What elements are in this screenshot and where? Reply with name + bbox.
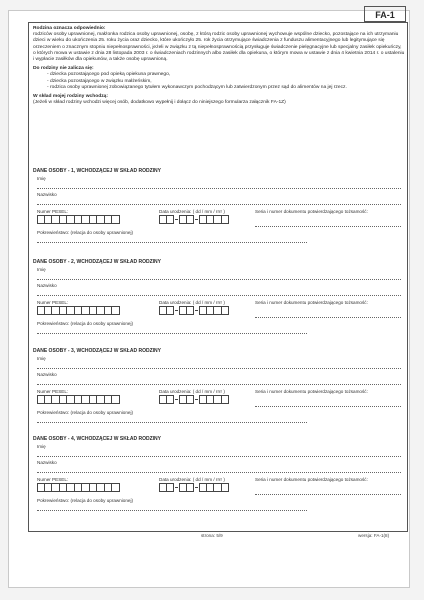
pesel-digit-box[interactable]: [97, 306, 105, 315]
birth-date-field[interactable]: [159, 395, 229, 404]
last-name-field[interactable]: [37, 204, 401, 205]
date-separator: [175, 218, 178, 220]
pesel-digit-box[interactable]: [75, 306, 83, 315]
last-name-field[interactable]: [37, 295, 401, 296]
date-digit-box[interactable]: [167, 215, 175, 224]
date-digit-box[interactable]: [187, 395, 195, 404]
relationship-field[interactable]: [37, 510, 307, 511]
pesel-digit-box[interactable]: [112, 483, 120, 492]
last-name-field[interactable]: [37, 472, 401, 473]
date-digit-box[interactable]: [214, 215, 222, 224]
exclusion-item: - dziecka pozostającego pod opieką opiekuna prawnego,: [47, 72, 405, 78]
pesel-digit-box[interactable]: [52, 483, 60, 492]
last-name-label: Nazwisko: [37, 192, 57, 197]
form-code-box: FA-1: [364, 6, 406, 22]
date-digit-box[interactable]: [159, 395, 167, 404]
pesel-digit-box[interactable]: [75, 483, 83, 492]
pesel-digit-box[interactable]: [75, 215, 83, 224]
first-name-field[interactable]: [37, 368, 401, 369]
date-digit-box[interactable]: [187, 215, 195, 224]
pesel-digit-box[interactable]: [67, 483, 75, 492]
date-separator: [175, 486, 178, 488]
date-separator: [195, 398, 198, 400]
date-separator: [195, 218, 198, 220]
person-title: DANE OSOBY - 3, WCHODZĄCEJ W SKŁAD RODZINY: [33, 348, 161, 354]
relationship-field[interactable]: [37, 333, 307, 334]
family-note: (Jeżeli w skład rodziny wchodzi więcej osób, dodatkowo wypełnij i dołącz do niniejszego formularza załącznik FA-1Z): [33, 100, 286, 106]
exclusions-list: [33, 72, 405, 91]
date-digit-box[interactable]: [187, 483, 195, 492]
birth-date-label: Data urodzenia: ( dd / mm / rrrr ): [159, 389, 225, 394]
person-title: DANE OSOBY - 4, WCHODZĄCEJ W SKŁAD RODZINY: [33, 436, 161, 442]
pesel-digit-box[interactable]: [105, 395, 113, 404]
date-digit-box[interactable]: [222, 215, 230, 224]
pesel-field[interactable]: [37, 483, 120, 492]
date-digit-box[interactable]: [167, 306, 175, 315]
date-digit-box[interactable]: [179, 215, 187, 224]
birth-date-field[interactable]: [159, 483, 229, 492]
pesel-digit-box[interactable]: [67, 215, 75, 224]
last-name-label: Nazwisko: [37, 283, 57, 288]
pesel-digit-box[interactable]: [105, 483, 113, 492]
pesel-label: Numer PESEL:: [37, 477, 69, 482]
pesel-digit-box[interactable]: [52, 215, 60, 224]
date-separator: [195, 486, 198, 488]
last-name-field[interactable]: [37, 384, 401, 385]
pesel-field[interactable]: [37, 306, 120, 315]
pesel-digit-box[interactable]: [97, 395, 105, 404]
id-document-label: Seria i numer dokumentu potwierdzającego tożsamość:: [255, 389, 368, 394]
pesel-digit-box[interactable]: [82, 215, 90, 224]
date-digit-box[interactable]: [222, 306, 230, 315]
pesel-digit-box[interactable]: [112, 215, 120, 224]
pesel-digit-box[interactable]: [45, 215, 53, 224]
pesel-digit-box[interactable]: [37, 483, 45, 492]
relationship-label: Pokrewieństwo: (relacja do osoby uprawnionej): [37, 410, 134, 415]
pesel-field[interactable]: [37, 215, 120, 224]
person-title: DANE OSOBY - 1, WCHODZĄCEJ W SKŁAD RODZINY: [33, 168, 161, 174]
intro-section: [33, 26, 405, 106]
date-digit-box[interactable]: [199, 483, 207, 492]
date-digit-box[interactable]: [167, 483, 175, 492]
relationship-field[interactable]: [37, 242, 307, 243]
pesel-digit-box[interactable]: [45, 395, 53, 404]
date-digit-box[interactable]: [167, 395, 175, 404]
id-document-label: Seria i numer dokumentu potwierdzającego tożsamość:: [255, 209, 368, 214]
pesel-digit-box[interactable]: [67, 306, 75, 315]
pesel-digit-box[interactable]: [82, 306, 90, 315]
date-digit-box[interactable]: [222, 395, 230, 404]
birth-date-label: Data urodzenia: ( dd / mm / rrrr ): [159, 300, 225, 305]
form-version: wersja: FA-1(8): [358, 533, 390, 538]
birth-date-field[interactable]: [159, 306, 229, 315]
date-digit-box[interactable]: [159, 306, 167, 315]
intro-body: rodziców osoby uprawnionej, małżonka rodzica osoby uprawnionej, osobę, z którą rodzic osoby uprawnionej wychowuje wspólne dziecko, pozostające na ich utrzymaniu dzieci w wieku do ukończenia 25. roku życia oraz dziecko, które ukończyło 25. rok życia otrzymujące świadczenia z funduszu alimentacyjnego lub legitymujące się orzeczeniem o znacznym stopniu niepełnosprawności, jeżeli w związku z tą niepełnosprawnością przysługuje świadczenie pielęgnacyjne lub specjalny zasiłek opiekuńczy, o których mowa w ustawie z dnia 28 listopada 2003 r. o świadczeniach rodzinnych albo zasiłek dla opiekuna, o którym mowa w ustawie z dnia 4 kwietnia 2014 r. o ustaleniu i wypłacie zasiłków dla opiekunów, a także osobę uprawnioną.: [33, 32, 405, 63]
date-digit-box[interactable]: [207, 306, 215, 315]
relationship-label: Pokrewieństwo: (relacja do osoby uprawnionej): [37, 498, 134, 503]
date-digit-box[interactable]: [187, 306, 195, 315]
date-digit-box[interactable]: [179, 306, 187, 315]
date-digit-box[interactable]: [214, 395, 222, 404]
person-section-3: [33, 348, 405, 415]
date-digit-box[interactable]: [159, 215, 167, 224]
pesel-digit-box[interactable]: [37, 306, 45, 315]
pesel-digit-box[interactable]: [82, 483, 90, 492]
pesel-digit-box[interactable]: [37, 395, 45, 404]
relationship-label: Pokrewieństwo: (relacja do osoby uprawnionej): [37, 321, 134, 326]
first-name-label: Imię: [37, 267, 46, 272]
date-digit-box[interactable]: [214, 306, 222, 315]
id-document-field[interactable]: [255, 317, 401, 318]
date-digit-box[interactable]: [199, 306, 207, 315]
id-document-field[interactable]: [255, 226, 401, 227]
date-digit-box[interactable]: [179, 395, 187, 404]
pesel-field[interactable]: [37, 395, 120, 404]
pesel-digit-box[interactable]: [60, 483, 68, 492]
exclusions-heading: Do rodziny nie zalicza się:: [33, 66, 94, 72]
first-name-label: Imię: [37, 356, 46, 361]
relationship-label: Pokrewieństwo: (relacja do osoby uprawnionej): [37, 230, 134, 235]
pesel-digit-box[interactable]: [52, 395, 60, 404]
relationship-field[interactable]: [37, 422, 307, 423]
first-name-label: Imię: [37, 176, 46, 181]
exclusion-item: - dziecka pozostającego w związku małżeńskim,: [47, 79, 405, 85]
family-heading: W skład mojej rodziny wchodzą:: [33, 94, 109, 100]
page-number: strona: 5/9: [201, 533, 223, 538]
pesel-digit-box[interactable]: [112, 395, 120, 404]
pesel-digit-box[interactable]: [97, 215, 105, 224]
date-digit-box[interactable]: [222, 483, 230, 492]
person-title: DANE OSOBY - 2, WCHODZĄCEJ W SKŁAD RODZINY: [33, 259, 161, 265]
pesel-digit-box[interactable]: [112, 306, 120, 315]
date-digit-box[interactable]: [214, 483, 222, 492]
pesel-digit-box[interactable]: [97, 483, 105, 492]
date-digit-box[interactable]: [179, 483, 187, 492]
person-section-4: [33, 436, 405, 503]
birth-date-label: Data urodzenia: ( dd / mm / rrrr ): [159, 209, 225, 214]
date-digit-box[interactable]: [207, 483, 215, 492]
id-document-label: Seria i numer dokumentu potwierdzającego tożsamość:: [255, 300, 368, 305]
pesel-label: Numer PESEL:: [37, 389, 69, 394]
date-digit-box[interactable]: [207, 395, 215, 404]
birth-date-field[interactable]: [159, 215, 229, 224]
intro-heading: Rodzina oznacza odpowiednio:: [33, 26, 106, 31]
pesel-digit-box[interactable]: [45, 483, 53, 492]
date-digit-box[interactable]: [159, 483, 167, 492]
pesel-digit-box[interactable]: [105, 215, 113, 224]
pesel-digit-box[interactable]: [105, 306, 113, 315]
date-digit-box[interactable]: [199, 395, 207, 404]
date-separator: [175, 398, 178, 400]
id-document-label: Seria i numer dokumentu potwierdzającego tożsamość:: [255, 477, 368, 482]
last-name-label: Nazwisko: [37, 372, 57, 377]
last-name-label: Nazwisko: [37, 460, 57, 465]
pesel-label: Numer PESEL:: [37, 300, 69, 305]
first-name-label: Imię: [37, 444, 46, 449]
first-name-field[interactable]: [37, 279, 401, 280]
exclusion-item: - rodzica osoby uprawnionej zobowiązanego tytułem wykonawczym pochodzącym lub zatwierdzonym przez sąd do alimentów na jej rzecz.: [47, 85, 405, 91]
id-document-field[interactable]: [255, 494, 401, 495]
pesel-digit-box[interactable]: [67, 395, 75, 404]
pesel-digit-box[interactable]: [90, 306, 98, 315]
pesel-digit-box[interactable]: [45, 306, 53, 315]
person-section-2: [33, 259, 405, 326]
pesel-digit-box[interactable]: [60, 395, 68, 404]
pesel-digit-box[interactable]: [60, 215, 68, 224]
date-separator: [175, 309, 178, 311]
id-document-field[interactable]: [255, 406, 401, 407]
pesel-digit-box[interactable]: [37, 215, 45, 224]
pesel-digit-box[interactable]: [90, 483, 98, 492]
first-name-field[interactable]: [37, 456, 401, 457]
pesel-digit-box[interactable]: [90, 215, 98, 224]
date-digit-box[interactable]: [199, 215, 207, 224]
pesel-label: Numer PESEL:: [37, 209, 69, 214]
date-separator: [195, 309, 198, 311]
pesel-digit-box[interactable]: [82, 395, 90, 404]
first-name-field[interactable]: [37, 188, 401, 189]
date-digit-box[interactable]: [207, 215, 215, 224]
pesel-digit-box[interactable]: [60, 306, 68, 315]
pesel-digit-box[interactable]: [75, 395, 83, 404]
pesel-digit-box[interactable]: [52, 306, 60, 315]
birth-date-label: Data urodzenia: ( dd / mm / rrrr ): [159, 477, 225, 482]
person-section-1: [33, 168, 405, 235]
pesel-digit-box[interactable]: [90, 395, 98, 404]
